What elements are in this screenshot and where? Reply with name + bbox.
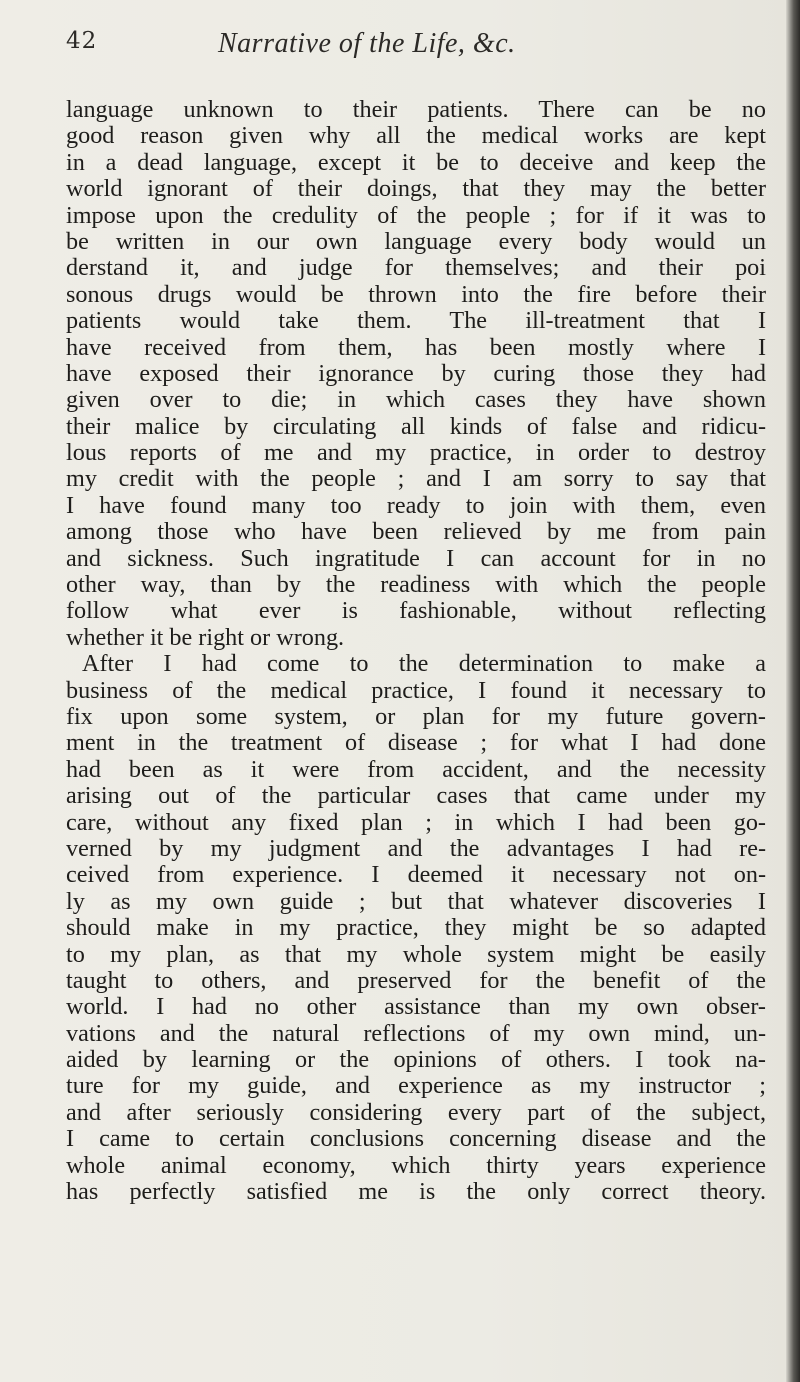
text-line: my credit with the people ; and I am sorry to say that	[66, 465, 766, 493]
text-line: aided by learning or the opinions of others. I took na-	[66, 1046, 766, 1074]
text-line: other way, than by the readiness with which the people	[66, 571, 766, 599]
text-line: ment in the treatment of disease ; for what I had done	[66, 729, 766, 757]
text-line: ceived from experience. I deemed it necessary not on-	[66, 861, 766, 889]
text-line: among those who have been relieved by me from pain	[66, 518, 766, 546]
text-line: have exposed their ignorance by curing those they had	[66, 359, 766, 387]
text-line: I have found many too ready to join with them, even	[66, 491, 766, 519]
running-head-title: Narrative of the Life, &c.	[218, 28, 516, 59]
text-line: in a dead language, except it be to deceive and keep the	[66, 148, 766, 176]
text-line: patients would take them. The ill-treatment that I	[66, 307, 766, 335]
text-line: had been as it were from accident, and the necessity	[66, 755, 766, 783]
text-line: ture for my guide, and experience as my instructor ;	[66, 1072, 766, 1100]
text-line: fix upon some system, or plan for my future govern-	[66, 702, 766, 730]
text-line: taught to others, and preserved for the benefit of the	[66, 966, 766, 994]
text-line: has perfectly satisfied me is the only correct theory.	[66, 1178, 766, 1206]
text-line: given over to die; in which cases they have shown	[66, 386, 766, 414]
text-line: language unknown to their patients. There can be no	[66, 96, 766, 123]
text-line: and sickness. Such ingratitude I can account for in no	[66, 544, 766, 572]
text-line: follow what ever is fashionable, without reflecting	[66, 597, 766, 625]
text-line: sonous drugs would be thrown into the fire before their	[66, 280, 766, 308]
text-line: derstand it, and judge for themselves; and their poi	[66, 254, 766, 282]
text-line: world ignorant of their doings, that they may the better	[66, 175, 766, 203]
paragraph-first-line: After I had come to the determination to make a	[82, 650, 766, 678]
text-line: ly as my own guide ; but that whatever discoveries I	[66, 887, 766, 915]
text-line: should make in my practice, they might be so adapted	[66, 914, 766, 942]
text-line: verned by my judgment and the advantages I had re-	[66, 834, 766, 862]
running-head	[0, 28, 800, 68]
page-edge-shadow	[786, 0, 800, 1382]
text-line: vations and the natural reflections of my own mind, un-	[66, 1019, 766, 1047]
text-line: to my plan, as that my whole system might be easily	[66, 940, 766, 968]
text-line: care, without any fixed plan ; in which I had been go-	[66, 808, 766, 836]
text-line: business of the medical practice, I found it necessary to	[66, 676, 766, 704]
text-line: their malice by circulating all kinds of false and ridicu-	[66, 412, 766, 440]
text-line: world. I had no other assistance than my own obser-	[66, 993, 766, 1021]
text-line: I came to certain conclusions concerning disease and the	[66, 1125, 766, 1153]
text-line: and after seriously considering every part of the subject,	[66, 1098, 766, 1126]
text-line: good reason given why all the medical works are kept	[66, 122, 766, 150]
text-line: impose upon the credulity of the people ; for if it was to	[66, 201, 766, 229]
text-line: be written in our own language every body would un	[66, 227, 766, 255]
paragraph-last-line: whether it be right or wrong.	[66, 623, 345, 651]
text-line: arising out of the particular cases that came under my	[66, 782, 766, 810]
text-line: whole animal economy, which thirty years experience	[66, 1151, 766, 1179]
text-line: have received from them, has been mostly where I	[66, 333, 766, 361]
text-line: lous reports of me and my practice, in order to destroy	[66, 439, 766, 467]
body-text	[66, 97, 766, 1205]
page-number: 42	[66, 28, 98, 54]
